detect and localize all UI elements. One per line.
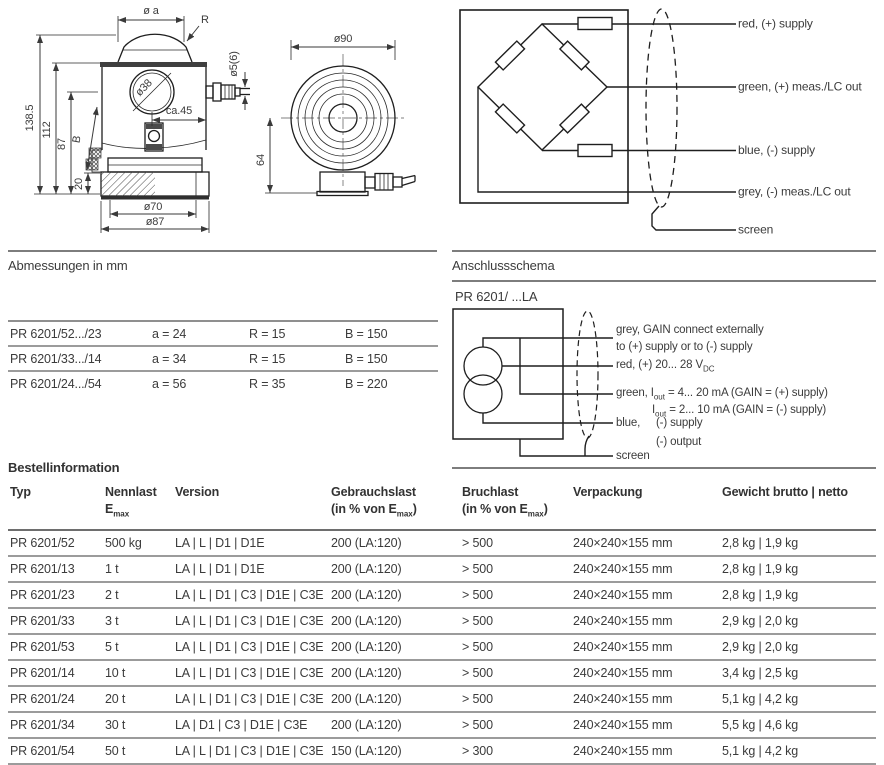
bridge-label-green: green, (+) meas./LC out bbox=[738, 79, 862, 94]
clamp-block-bottom-band bbox=[146, 144, 162, 150]
table-row bbox=[8, 660, 876, 686]
cell-typ: PR 6201/53 bbox=[8, 634, 103, 660]
dome-outline bbox=[118, 34, 192, 62]
dim-label-dia-a: ø a bbox=[143, 5, 159, 17]
header-nennlast-label: Nennlast bbox=[105, 485, 157, 499]
cable-line bbox=[402, 182, 415, 186]
gland-part-3 bbox=[221, 85, 235, 99]
wire-blue-supply bbox=[483, 413, 613, 423]
cell-version: LA | L | D1 | C3 | D1E | C3E bbox=[173, 686, 329, 712]
cell-typ: PR 6201/52 bbox=[8, 530, 103, 556]
bruch-post: ) bbox=[543, 502, 548, 516]
cable-screen-ellipse bbox=[646, 9, 677, 207]
green2-label-rest: = 2... 10 mA (GAIN = (-) supply) bbox=[666, 404, 827, 416]
anschluss-diagram bbox=[452, 302, 622, 462]
cell-gebrauchslast: 200 (LA:120) bbox=[329, 634, 460, 660]
cell-r: R = 15 bbox=[247, 346, 343, 371]
cell-verpackung: 240×240×155 mm bbox=[571, 582, 720, 608]
cell-a: a = 34 bbox=[150, 346, 247, 371]
cell-gewicht: 3,4 kg | 2,5 kg bbox=[720, 660, 876, 686]
cell-typ: PR 6201/14 bbox=[8, 660, 103, 686]
green2-label-text: I bbox=[652, 404, 656, 416]
wire-screen bbox=[520, 439, 613, 456]
cell-bruchlast: > 500 bbox=[460, 712, 571, 738]
dim-label-dia70: ø70 bbox=[143, 201, 163, 213]
abmessungen-table bbox=[8, 320, 438, 395]
cell-gewicht: 5,1 kg | 4,2 kg bbox=[720, 738, 876, 764]
table-row bbox=[8, 530, 876, 556]
table-row bbox=[8, 346, 438, 371]
cell-nennlast: 30 t bbox=[103, 712, 173, 738]
dim-label-ca45: ca.45 bbox=[165, 105, 193, 117]
header-version bbox=[173, 483, 329, 530]
anschluss-label-green-1 bbox=[616, 387, 828, 401]
cell-nennlast: 500 kg bbox=[103, 530, 173, 556]
top-view-drawing bbox=[250, 0, 455, 248]
cell-version: LA | L | D1 | D1E bbox=[173, 530, 329, 556]
rule-anschluss-top bbox=[452, 250, 876, 252]
gebr-sub: max bbox=[396, 509, 413, 519]
cell-gebrauchslast: 200 (LA:120) bbox=[329, 556, 460, 582]
cell-nennlast: 5 t bbox=[103, 634, 173, 660]
cell-gebrauchslast: 200 (LA:120) bbox=[329, 660, 460, 686]
gebr-pre: (in % von E bbox=[331, 502, 397, 516]
rule-anschluss-mid bbox=[452, 280, 876, 282]
dim-label-dia90: ø90 bbox=[333, 33, 353, 45]
anschluss-label-grey-2: to (+) supply or to (-) supply bbox=[616, 341, 753, 353]
header-typ-label: Typ bbox=[10, 485, 31, 499]
anschluss-label-red bbox=[616, 359, 715, 373]
cap-plate bbox=[100, 62, 207, 67]
abmessungen-title: Abmessungen in mm bbox=[8, 258, 128, 273]
cell-bruchlast: > 500 bbox=[460, 582, 571, 608]
table-row bbox=[8, 686, 876, 712]
rule-abmessungen-top bbox=[8, 250, 437, 252]
wire-screen bbox=[652, 206, 736, 230]
header-typ bbox=[8, 483, 103, 530]
strain-gauge-resistor bbox=[495, 104, 524, 133]
cell-gewicht: 2,8 kg | 1,9 kg bbox=[720, 556, 876, 582]
header-bruchlast-unit bbox=[462, 502, 571, 519]
bruch-pre: (in % von E bbox=[462, 502, 528, 516]
current-source-circle bbox=[464, 375, 502, 413]
compensation-resistor bbox=[578, 145, 612, 157]
bestell-table bbox=[8, 483, 876, 765]
dim-label-dia87: ø87 bbox=[145, 216, 165, 228]
emax-sub: max bbox=[113, 509, 130, 519]
dim-label-64: 64 bbox=[255, 154, 267, 166]
green-label-text: green, I bbox=[616, 387, 654, 399]
clamp-block-hole bbox=[149, 131, 160, 142]
table-header-row bbox=[8, 483, 876, 530]
cell-version: LA | L | D1 | C3 | D1E | C3E bbox=[173, 634, 329, 660]
red-label-text: red, (+) 20... 28 V bbox=[616, 359, 703, 371]
cell-version: LA | L | D1 | C3 | D1E | C3E bbox=[173, 582, 329, 608]
table-row bbox=[8, 582, 876, 608]
cell-bruchlast: > 500 bbox=[460, 634, 571, 660]
cell-typ: PR 6201/52.../23 bbox=[8, 321, 150, 346]
cell-version: LA | D1 | C3 | D1E | C3E bbox=[173, 712, 329, 738]
cell-gewicht: 2,8 kg | 1,9 kg bbox=[720, 582, 876, 608]
base-plate bbox=[101, 196, 209, 200]
emax-symbol: E bbox=[105, 502, 114, 516]
flange-hatch bbox=[101, 172, 155, 196]
cell-gebrauchslast: 200 (LA:120) bbox=[329, 608, 460, 634]
bruch-sub: max bbox=[527, 509, 544, 519]
cell-bruchlast: > 500 bbox=[460, 686, 571, 712]
cell-verpackung: 240×240×155 mm bbox=[571, 660, 720, 686]
bridge-label-screen: screen bbox=[738, 222, 774, 237]
table-row bbox=[8, 738, 876, 764]
cell-version: LA | L | D1 | D1E bbox=[173, 556, 329, 582]
header-nennlast-sym bbox=[105, 502, 173, 519]
header-bruchlast bbox=[460, 483, 571, 530]
cell-r: R = 35 bbox=[247, 371, 343, 395]
bridge-wiring-diagram bbox=[455, 0, 884, 246]
side-view-drawing bbox=[0, 0, 252, 248]
cell-gewicht: 2,8 kg | 1,9 kg bbox=[720, 530, 876, 556]
anschluss-subtitle: PR 6201/ ...LA bbox=[455, 289, 538, 304]
dim-label-sight-dia: ø38 bbox=[133, 77, 155, 99]
cell-verpackung: 240×240×155 mm bbox=[571, 712, 720, 738]
dim-label-cable-dia: ø5(6) bbox=[228, 51, 240, 77]
connector-flange bbox=[317, 192, 368, 196]
cell-verpackung: 240×240×155 mm bbox=[571, 634, 720, 660]
table-row bbox=[8, 321, 438, 346]
bridge-diamond bbox=[478, 24, 607, 150]
table-row bbox=[8, 556, 876, 582]
gebr-post: ) bbox=[412, 502, 417, 516]
dim-label-b: B bbox=[70, 134, 84, 145]
cell-verpackung: 240×240×155 mm bbox=[571, 686, 720, 712]
cell-typ: PR 6201/34 bbox=[8, 712, 103, 738]
strain-gauge-resistor bbox=[560, 104, 589, 133]
dim-label-87: 87 bbox=[56, 138, 68, 150]
cell-nennlast: 10 t bbox=[103, 660, 173, 686]
cable-line bbox=[402, 176, 415, 179]
cell-version: LA | L | D1 | C3 | D1E | C3E bbox=[173, 660, 329, 686]
cable-screen-ellipse bbox=[577, 311, 598, 438]
cell-gewicht: 2,9 kg | 2,0 kg bbox=[720, 634, 876, 660]
strain-gauge-resistor bbox=[560, 41, 589, 70]
header-nennlast bbox=[103, 483, 173, 530]
anschluss-label-blue-output: (-) output bbox=[656, 436, 702, 448]
cell-typ: PR 6201/54 bbox=[8, 738, 103, 764]
cell-gebrauchslast: 150 (LA:120) bbox=[329, 738, 460, 764]
header-gebrauchslast bbox=[329, 483, 460, 530]
gland-part-1 bbox=[206, 86, 213, 98]
green-label-rest: = 4... 20 mA (GAIN = (+) supply) bbox=[664, 387, 828, 399]
seal-pocket-1 bbox=[89, 148, 101, 158]
dim-label-height-total: 138.5 bbox=[24, 104, 36, 132]
anschluss-label-blue-word: blue, bbox=[616, 417, 641, 429]
bridge-label-grey: grey, (-) meas./LC out bbox=[738, 184, 851, 199]
radius-leader bbox=[187, 26, 199, 41]
cell-nennlast: 2 t bbox=[103, 582, 173, 608]
cell-nennlast: 3 t bbox=[103, 608, 173, 634]
connector-housing bbox=[320, 172, 365, 192]
cell-a: a = 56 bbox=[150, 371, 247, 395]
cell-gebrauchslast: 200 (LA:120) bbox=[329, 686, 460, 712]
anschluss-label-screen: screen bbox=[616, 450, 650, 462]
rule-anschluss-bottom bbox=[452, 467, 876, 469]
gland-part-4 bbox=[235, 88, 240, 96]
cell-gebrauchslast: 200 (LA:120) bbox=[329, 582, 460, 608]
cell-nennlast: 50 t bbox=[103, 738, 173, 764]
cell-typ: PR 6201/13 bbox=[8, 556, 103, 582]
cell-bruchlast: > 500 bbox=[460, 660, 571, 686]
cell-nennlast: 1 t bbox=[103, 556, 173, 582]
amplifier-box bbox=[453, 309, 563, 439]
header-gewicht bbox=[720, 483, 876, 530]
cell-typ: PR 6201/33 bbox=[8, 608, 103, 634]
cell-b: B = 220 bbox=[343, 371, 438, 395]
header-version-label: Version bbox=[175, 485, 220, 499]
cell-bruchlast: > 300 bbox=[460, 738, 571, 764]
header-verpackung-label: Verpackung bbox=[573, 485, 643, 499]
green-label-sub: out bbox=[653, 392, 665, 402]
cell-verpackung: 240×240×155 mm bbox=[571, 530, 720, 556]
cell-b: B = 150 bbox=[343, 321, 438, 346]
bridge-label-blue: blue, (-) supply bbox=[738, 143, 815, 157]
cell-bruchlast: > 500 bbox=[460, 530, 571, 556]
cell-bruchlast: > 500 bbox=[460, 556, 571, 582]
wire-grey-gain bbox=[483, 338, 613, 347]
cell-version: LA | L | D1 | C3 | D1E | C3E bbox=[173, 608, 329, 634]
dim-label-20: 20 bbox=[73, 178, 85, 190]
dim-label-112: 112 bbox=[41, 121, 53, 139]
cell-r: R = 15 bbox=[247, 321, 343, 346]
bridge-label-red: red, (+) supply bbox=[738, 16, 813, 31]
header-gebrauchslast-unit bbox=[331, 502, 460, 519]
screen-tick bbox=[585, 436, 589, 456]
cell-verpackung: 240×240×155 mm bbox=[571, 608, 720, 634]
header-gewicht-label: Gewicht brutto | netto bbox=[722, 485, 848, 499]
cell-gewicht: 5,5 kg | 4,6 kg bbox=[720, 712, 876, 738]
connector-gland-1 bbox=[365, 177, 375, 188]
compensation-resistor bbox=[578, 18, 612, 30]
cell-typ: PR 6201/33.../14 bbox=[8, 346, 150, 371]
table-row bbox=[8, 608, 876, 634]
cell-typ: PR 6201/23 bbox=[8, 582, 103, 608]
gland-part-2 bbox=[213, 83, 221, 101]
anschluss-title: Anschlussschema bbox=[452, 258, 555, 273]
clamp-block-top-band bbox=[146, 124, 162, 129]
load-cell-box bbox=[460, 10, 628, 203]
red-label-sub: DC bbox=[702, 364, 715, 374]
wire-grey bbox=[478, 87, 736, 192]
cell-verpackung: 240×240×155 mm bbox=[571, 738, 720, 764]
cell-nennlast: 20 t bbox=[103, 686, 173, 712]
green2-label-sub: out bbox=[655, 409, 667, 419]
cell-verpackung: 240×240×155 mm bbox=[571, 556, 720, 582]
cell-typ: PR 6201/24.../54 bbox=[8, 371, 150, 395]
cell-typ: PR 6201/24 bbox=[8, 686, 103, 712]
bestell-title: Bestellinformation bbox=[8, 460, 120, 475]
cell-gewicht: 5,1 kg | 4,2 kg bbox=[720, 686, 876, 712]
cell-bruchlast: > 500 bbox=[460, 608, 571, 634]
cell-gewicht: 2,9 kg | 2,0 kg bbox=[720, 608, 876, 634]
strain-gauge-resistor bbox=[495, 41, 524, 70]
cell-gebrauchslast: 200 (LA:120) bbox=[329, 712, 460, 738]
anschluss-label-grey-1: grey, GAIN connect externally bbox=[616, 324, 764, 336]
cell-a: a = 24 bbox=[150, 321, 247, 346]
header-gebrauchslast-label: Gebrauchslast bbox=[331, 485, 416, 499]
table-row bbox=[8, 712, 876, 738]
connector-gland-3 bbox=[393, 177, 402, 187]
header-bruchlast-label: Bruchlast bbox=[462, 485, 519, 499]
dim-label-radius: R bbox=[201, 14, 209, 26]
cell-b: B = 150 bbox=[343, 346, 438, 371]
header-verpackung bbox=[571, 483, 720, 530]
anschluss-label-blue-supply: (-) supply bbox=[656, 417, 703, 429]
table-row bbox=[8, 371, 438, 395]
table-row bbox=[8, 634, 876, 660]
cell-version: LA | L | D1 | C3 | D1E | C3E bbox=[173, 738, 329, 764]
current-source-circle bbox=[464, 347, 502, 385]
cell-gebrauchslast: 200 (LA:120) bbox=[329, 530, 460, 556]
